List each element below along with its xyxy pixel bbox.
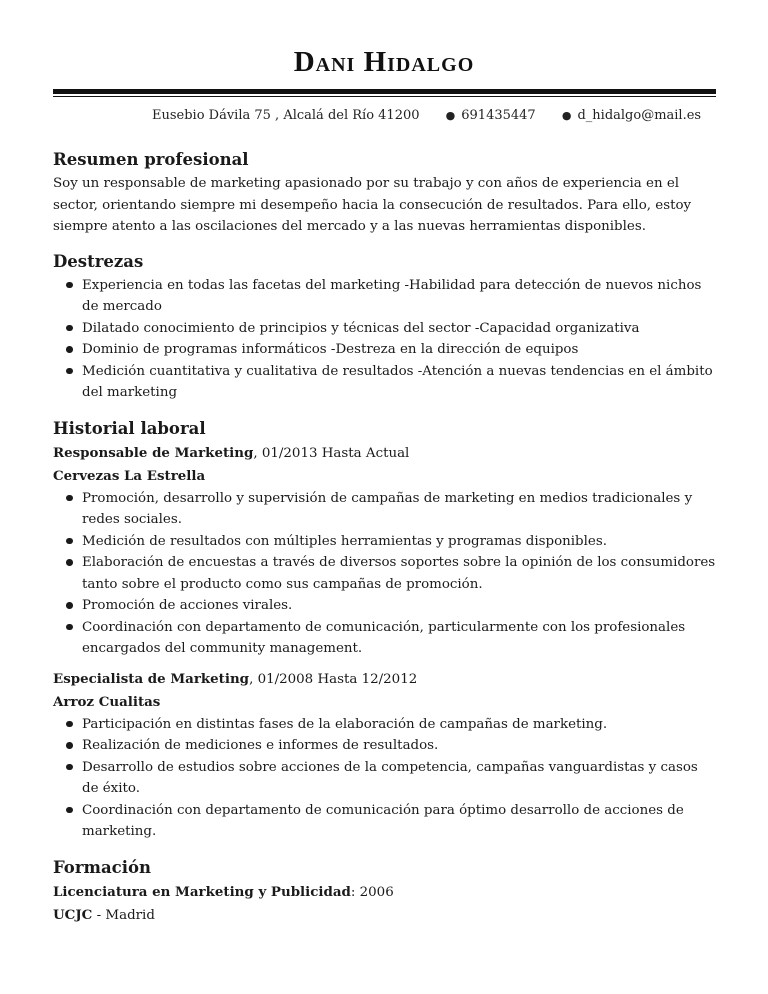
skills-title: Destrezas bbox=[53, 251, 144, 271]
job-position: Especialista de Marketing bbox=[53, 670, 250, 687]
contact-address: Eusebio Dávila 75 , Alcalá del Río 41200 bbox=[152, 108, 420, 123]
list-item: Coordinación con departamento de comunicación para óptimo desarrollo de acciones de marketing. bbox=[53, 800, 716, 843]
education-school-line bbox=[53, 904, 716, 927]
job-company-line bbox=[53, 691, 716, 714]
list-item: Medición cuantitativa y cualitativa de resultados -Atención a nuevas tendencias en el ámbito del marketing bbox=[53, 361, 716, 404]
list-item: Dilatado conocimiento de principios y técnicas del sector -Capacidad organizativa bbox=[53, 318, 716, 340]
bullet-dot-icon: ● bbox=[561, 109, 572, 122]
contact-line bbox=[152, 106, 712, 126]
job-heading bbox=[53, 442, 716, 465]
job-company-line bbox=[53, 465, 716, 488]
list-item: Elaboración de encuestas a través de diversos soportes sobre la opinión de los consumidores tanto sobre el producto como sus campañas de promoción. bbox=[53, 552, 716, 595]
header-rule-thin bbox=[53, 96, 716, 97]
resume-content bbox=[53, 147, 716, 927]
job-dates: , 01/2013 Hasta Actual bbox=[253, 445, 410, 461]
job-position: Responsable de Marketing bbox=[53, 444, 254, 461]
list-item: Desarrollo de estudios sobre acciones de la competencia, campañas vanguardistas y casos de éxito. bbox=[53, 757, 716, 800]
education-year: : 2006 bbox=[350, 884, 394, 900]
work-title: Historial laboral bbox=[53, 418, 206, 438]
education-location: - Madrid bbox=[92, 907, 155, 923]
list-item: Coordinación con departamento de comunicación, particularmente con los profesionales encargados del community management. bbox=[53, 617, 716, 660]
job-dates: , 01/2008 Hasta 12/2012 bbox=[249, 671, 418, 687]
education-title: Formación bbox=[53, 857, 151, 877]
list-item: Promoción, desarrollo y supervisión de campañas de marketing en medios tradicionales y redes sociales. bbox=[53, 488, 716, 531]
education-degree-line bbox=[53, 881, 716, 904]
summary-title: Resumen profesional bbox=[53, 150, 249, 169]
job-duties-list bbox=[53, 488, 716, 660]
skills-list bbox=[53, 275, 716, 404]
bullet-dot-icon: ● bbox=[445, 109, 456, 122]
education-school: UCJC bbox=[53, 906, 93, 923]
list-item: Dominio de programas informáticos -Destreza en la dirección de equipos bbox=[53, 339, 716, 361]
header-rule-thick bbox=[53, 89, 716, 94]
education-degree: Licenciatura en Marketing y Publicidad bbox=[53, 883, 351, 900]
list-item: Promoción de acciones virales. bbox=[53, 595, 716, 617]
summary-text: Soy un responsable de marketing apasionado por su trabajo y con años de experiencia en el sector, orientando siempre mi desempeño hacia la consecución de resultados. Para ello, estoy siempre atento a las oscilaciones del mercado y a las nuevas herramientas disponibles. bbox=[53, 176, 692, 234]
job-company: Cervezas La Estrella bbox=[53, 467, 206, 484]
list-item: Medición de resultados con múltiples herramientas y programas disponibles. bbox=[53, 531, 716, 553]
candidate-name: Dani Hidalgo bbox=[293, 46, 475, 78]
job-company: Arroz Cualitas bbox=[53, 693, 161, 710]
list-item: Experiencia en todas las facetas del marketing -Habilidad para detección de nuevos nichos de mercado bbox=[53, 275, 716, 318]
list-item: Realización de mediciones e informes de resultados. bbox=[53, 735, 716, 757]
list-item: Participación en distintas fases de la elaboración de campañas de marketing. bbox=[53, 714, 716, 736]
contact-phone: 691435447 bbox=[461, 108, 536, 123]
contact-email: d_hidalgo@mail.es bbox=[577, 108, 702, 123]
job-duties-list bbox=[53, 714, 716, 843]
job-heading bbox=[53, 668, 716, 691]
